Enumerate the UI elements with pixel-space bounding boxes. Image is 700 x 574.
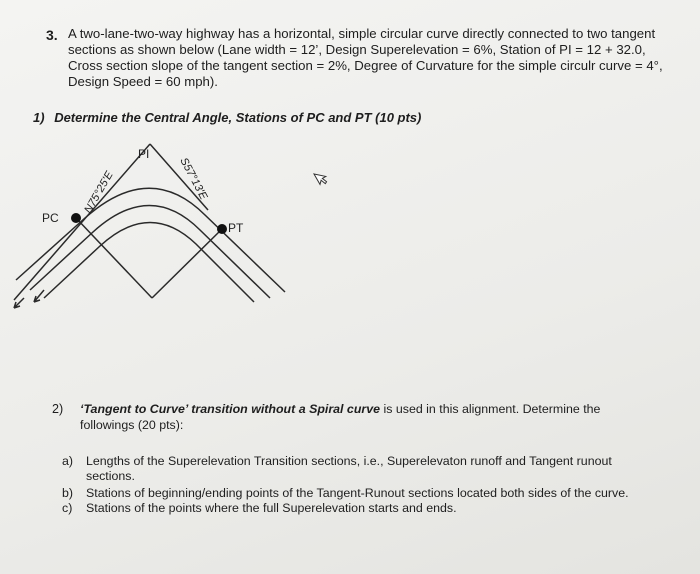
- part2-quote: ‘Tangent to Curve’ transition: [80, 402, 248, 416]
- label-pt: PT: [228, 221, 244, 235]
- part1-label: 1): [33, 110, 45, 125]
- question-line-1: A two-lane-two-way highway has a horizontal, simple circular curve directly connected to two tangent: [68, 26, 656, 41]
- item-a-line-1: Lengths of the Superelevation Transition sections, i.e., Superelevaton runoff and Tangent runout: [86, 454, 612, 468]
- question-line-4: Design Speed = 60 mph).: [68, 74, 218, 89]
- part2-rest: is used in this alignment. Determine the: [383, 402, 601, 416]
- item-a-line-2: sections.: [86, 469, 135, 483]
- label-pi: PI: [138, 147, 150, 161]
- cursor-icon: [314, 170, 329, 187]
- question-line-3: Cross section slope of the tangent section = 2%, Degree of Curvature for the simple circulr curve = 4°,: [68, 58, 663, 73]
- part1-heading: [33, 110, 421, 125]
- part2-line-1: [80, 402, 600, 417]
- label-pc: PC: [42, 211, 59, 225]
- part2-w1: without: [251, 402, 296, 416]
- part1-text: Determine the Central Angle, Stations of PC and PT (10 pts): [54, 110, 422, 125]
- left-tangent-line: [14, 144, 150, 300]
- direction-arrow-2: [34, 290, 44, 302]
- item-c-line-1: Stations of the points where the full Superelevation starts and ends.: [86, 501, 457, 515]
- item-b-letter: b): [62, 486, 74, 500]
- pt-point: [217, 224, 227, 234]
- part2-w2: a: [298, 402, 306, 416]
- direction-arrow-1: [14, 298, 24, 308]
- bearing-right: S57°13'E: [177, 155, 210, 202]
- curve-diagram: [0, 130, 330, 320]
- road-outer-edge: [16, 188, 285, 292]
- radius-line-right: [152, 229, 222, 298]
- question-number: 3.: [46, 27, 58, 43]
- part2-spiral: Spiral curve: [309, 402, 381, 416]
- road-inner-edge: [44, 222, 254, 302]
- question-line-2: sections as shown below (Lane width = 12’, Design Superelevation = 6%, Station of PI = 12 + 32.0,: [68, 42, 646, 57]
- item-c-letter: c): [62, 501, 73, 515]
- part2-number: 2): [52, 402, 64, 416]
- pc-point: [71, 213, 81, 223]
- part2-line-2: followings (20 pts):: [80, 418, 184, 432]
- item-a-letter: a): [62, 454, 74, 468]
- bearing-left: N75°25'E: [82, 169, 116, 216]
- road-centerline: [30, 205, 270, 298]
- item-b-line-1: Stations of beginning/ending points of the Tangent-Runout sections located both sides of the curve.: [86, 486, 629, 500]
